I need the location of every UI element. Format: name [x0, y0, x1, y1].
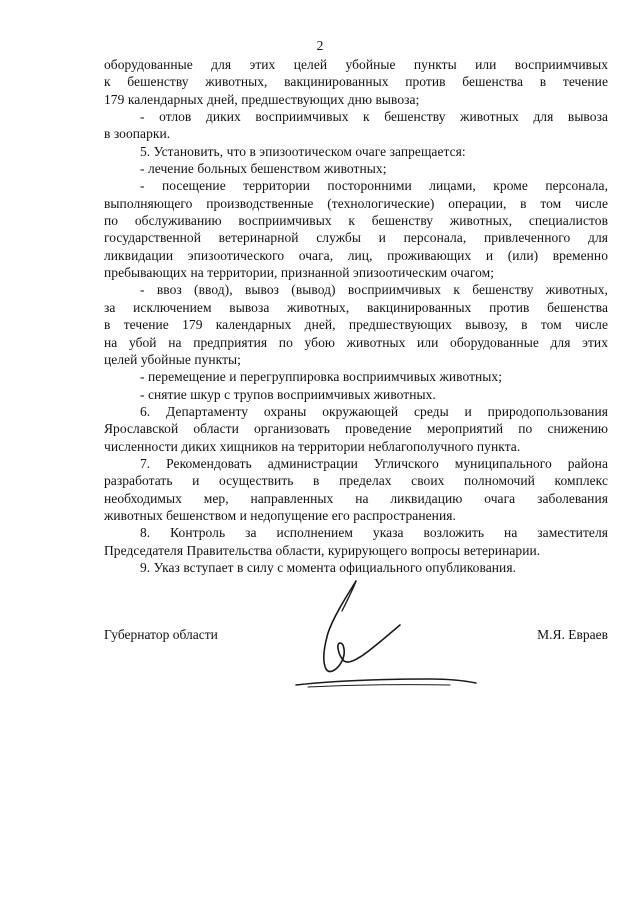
text-line: 6. Департаменту охраны окружающей среды и природопользования [140, 403, 608, 419]
text-line: 9. Указ вступает в силу с момента официального опубликования. [140, 559, 516, 575]
text-line: - перемещение и перегруппировка восприимчивых животных; [140, 369, 503, 385]
text-line: целей убойные пункты; [104, 351, 241, 367]
text-line: 179 календарных дней, предшествующих дню вывоза; [104, 91, 420, 107]
text-line: - лечение больных бешенством животных; [140, 161, 387, 177]
text-line: численности диких хищников на территории неблагополучного пункта. [104, 438, 521, 454]
signature-block [104, 626, 608, 646]
text-line: к бешенству животных, вакцинированных против бешенства в течение [104, 74, 608, 90]
text-line: государственной ветеринарной службы и персонала, привлеченного для [104, 230, 608, 246]
text-line: 5. Установить, что в эпизоотическом очаге запрещается: [140, 143, 466, 159]
page-number: 2 [316, 38, 324, 53]
decree-body-text [104, 56, 608, 576]
signer-position: Губернатор области [104, 627, 218, 642]
text-line: за исключением вывоза животных, вакцинированных против бешенства [104, 299, 608, 315]
text-line: оборудованные для этих целей убойные пункты или восприимчивых [104, 57, 608, 72]
text-line: - отлов диких восприимчивых к бешенству животных для вывоза [140, 109, 608, 125]
text-line: Председателя Правительства области, курирующего вопросы ветеринарии. [104, 542, 541, 558]
text-line: необходимых мер, направленных на ликвидацию очага заболевания [104, 490, 608, 506]
text-line: пребывающих на территории, признанной эпизоотическим очагом; [104, 265, 495, 281]
text-line: выполняющего производственные (технологические) операции, в том числе [104, 195, 608, 211]
text-line: на убой на предприятия по убою животных или оборудованные для этих [104, 334, 608, 350]
text-line: ликвидации эпизоотического очага, лиц, проживающих и (или) временно [104, 247, 608, 263]
text-line: - посещение территории посторонними лицами, кроме персонала, [140, 178, 608, 194]
text-line: 8. Контроль за исполнением указа возложить на заместителя [140, 525, 608, 541]
text-line: в течение 179 календарных дней, предшествующих вывозу, в том числе [104, 317, 608, 333]
signer-name: М.Я. Евраев [537, 627, 608, 642]
text-line: животных бешенством и недопущение его распространения. [104, 507, 456, 523]
text-line: - ввоз (ввод), вывоз (вывод) восприимчивых к бешенству животных, [140, 282, 608, 298]
text-line: в зоопарки. [104, 126, 171, 142]
text-line: 7. Рекомендовать администрации Угличского муниципального района [140, 455, 608, 471]
text-line: - снятие шкур с трупов восприимчивых животных. [140, 386, 436, 402]
text-line: Ярославской области организовать проведение мероприятий по снижению [104, 421, 608, 437]
text-line: по обслуживанию восприимчивых к бешенству животных, специалистов [104, 213, 608, 229]
text-line: разработать и осуществить в пределах своих полномочий комплекс [104, 473, 608, 489]
